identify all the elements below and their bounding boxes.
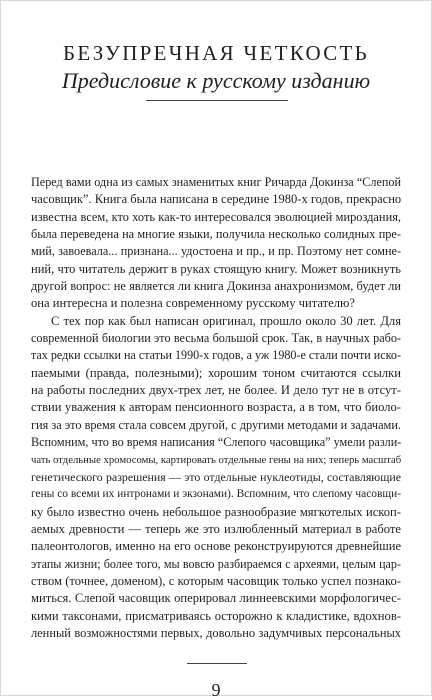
text-line: этапы жизни; более того, мы вовсю разбираемся с археями, целым цар- <box>31 556 401 571</box>
text-line: современной биологии это весьма большой срок. Так, в научных рабо- <box>31 331 401 346</box>
text-line: паемыми (правда, полезными); хорошим тоном считаются ссылки <box>31 365 401 380</box>
text-line: часовщик”. Книга была написана в середине 1980-х годов, прекрасно <box>31 192 402 207</box>
text-line: другой вопрос: не является ли книга Докинза анахронизмом, будет ли <box>31 279 401 294</box>
text-line: ний, что читатель держит в руках стоящую книгу. Может возникнуть <box>31 261 401 276</box>
text-line: гия за это время стала совсем другой, с другими методами и задачами. <box>31 417 401 432</box>
text-line: палеонтологов, именно на его основе реконструируются древнейшие <box>31 539 401 554</box>
text-line: кими таксонами, присматриваясь осторожно к кладистике, вдохнов- <box>31 608 401 623</box>
text-line: чать отдельные хромосомы, картировать отдельные гены на них; теперь масштаб <box>31 453 402 466</box>
chapter-heading <box>1 40 431 95</box>
text-line: генетического разрешения — это отдельные нуклеотиды, составляющие <box>31 469 401 484</box>
text-line: аемых древности — теперь же это излюбленный материал в работе <box>31 521 401 536</box>
footer-divider <box>187 663 247 664</box>
paragraph <box>31 174 401 313</box>
text-line: миться. Слепой часовщик оперировал линнеевскими морфологичес- <box>31 591 401 606</box>
heading-divider <box>146 100 288 101</box>
text-line: ством (точнее, доменом), с которым часовщик только успел познако- <box>31 573 401 588</box>
text-line: Перед вами одна из самых знаменитых книг Ричарда Докинза “Слепой <box>31 175 401 189</box>
body-text <box>31 174 401 642</box>
text-line: мий, завоевала... признана... удостоена и пр., и пр. Поэтому нет сомне- <box>31 244 401 259</box>
chapter-subtitle: Предисловие к русскому изданию <box>61 68 371 93</box>
text-line: Вспомним, что во время написания “Слепого часовщика” умели разли- <box>31 435 402 450</box>
text-line: она интересна и полезна современному русскому читателю? <box>31 296 356 311</box>
text-line: ленный возможностями первых, довольно задумчивых персональных <box>31 625 401 640</box>
page-number: 9 <box>211 680 221 700</box>
text-line: была переведена на многие языки, получила несколько солидных пре- <box>31 227 401 242</box>
text-line: на работы последних двух-трех лет, не более. И дело тут не в отсут- <box>31 383 401 398</box>
chapter-title: БЕЗУПРЕЧНАЯ ЧЕТКОСТЬ <box>62 41 370 65</box>
text-line: тах редки ссылки на статьи 1990-х годов, а уж 1980-е стали почти иско- <box>31 348 401 363</box>
paragraph <box>31 313 401 643</box>
text-line: гены со всеми их интронами и экзонами). Вспомним, что слепому часовщи- <box>31 488 401 501</box>
text-line: ку было известно очень небольшое разнообразие мягкотелых ископ- <box>31 504 401 519</box>
text-line: С тех пор как был написан оригинал, прошло около 30 лет. Для <box>51 313 401 328</box>
text-line: известна всем, кто хоть как-то интересовался эволюцией мироздания, <box>31 209 401 224</box>
text-line: ствии уважения к авторам пенсионного возраста, а в том, что биоло- <box>31 400 401 415</box>
